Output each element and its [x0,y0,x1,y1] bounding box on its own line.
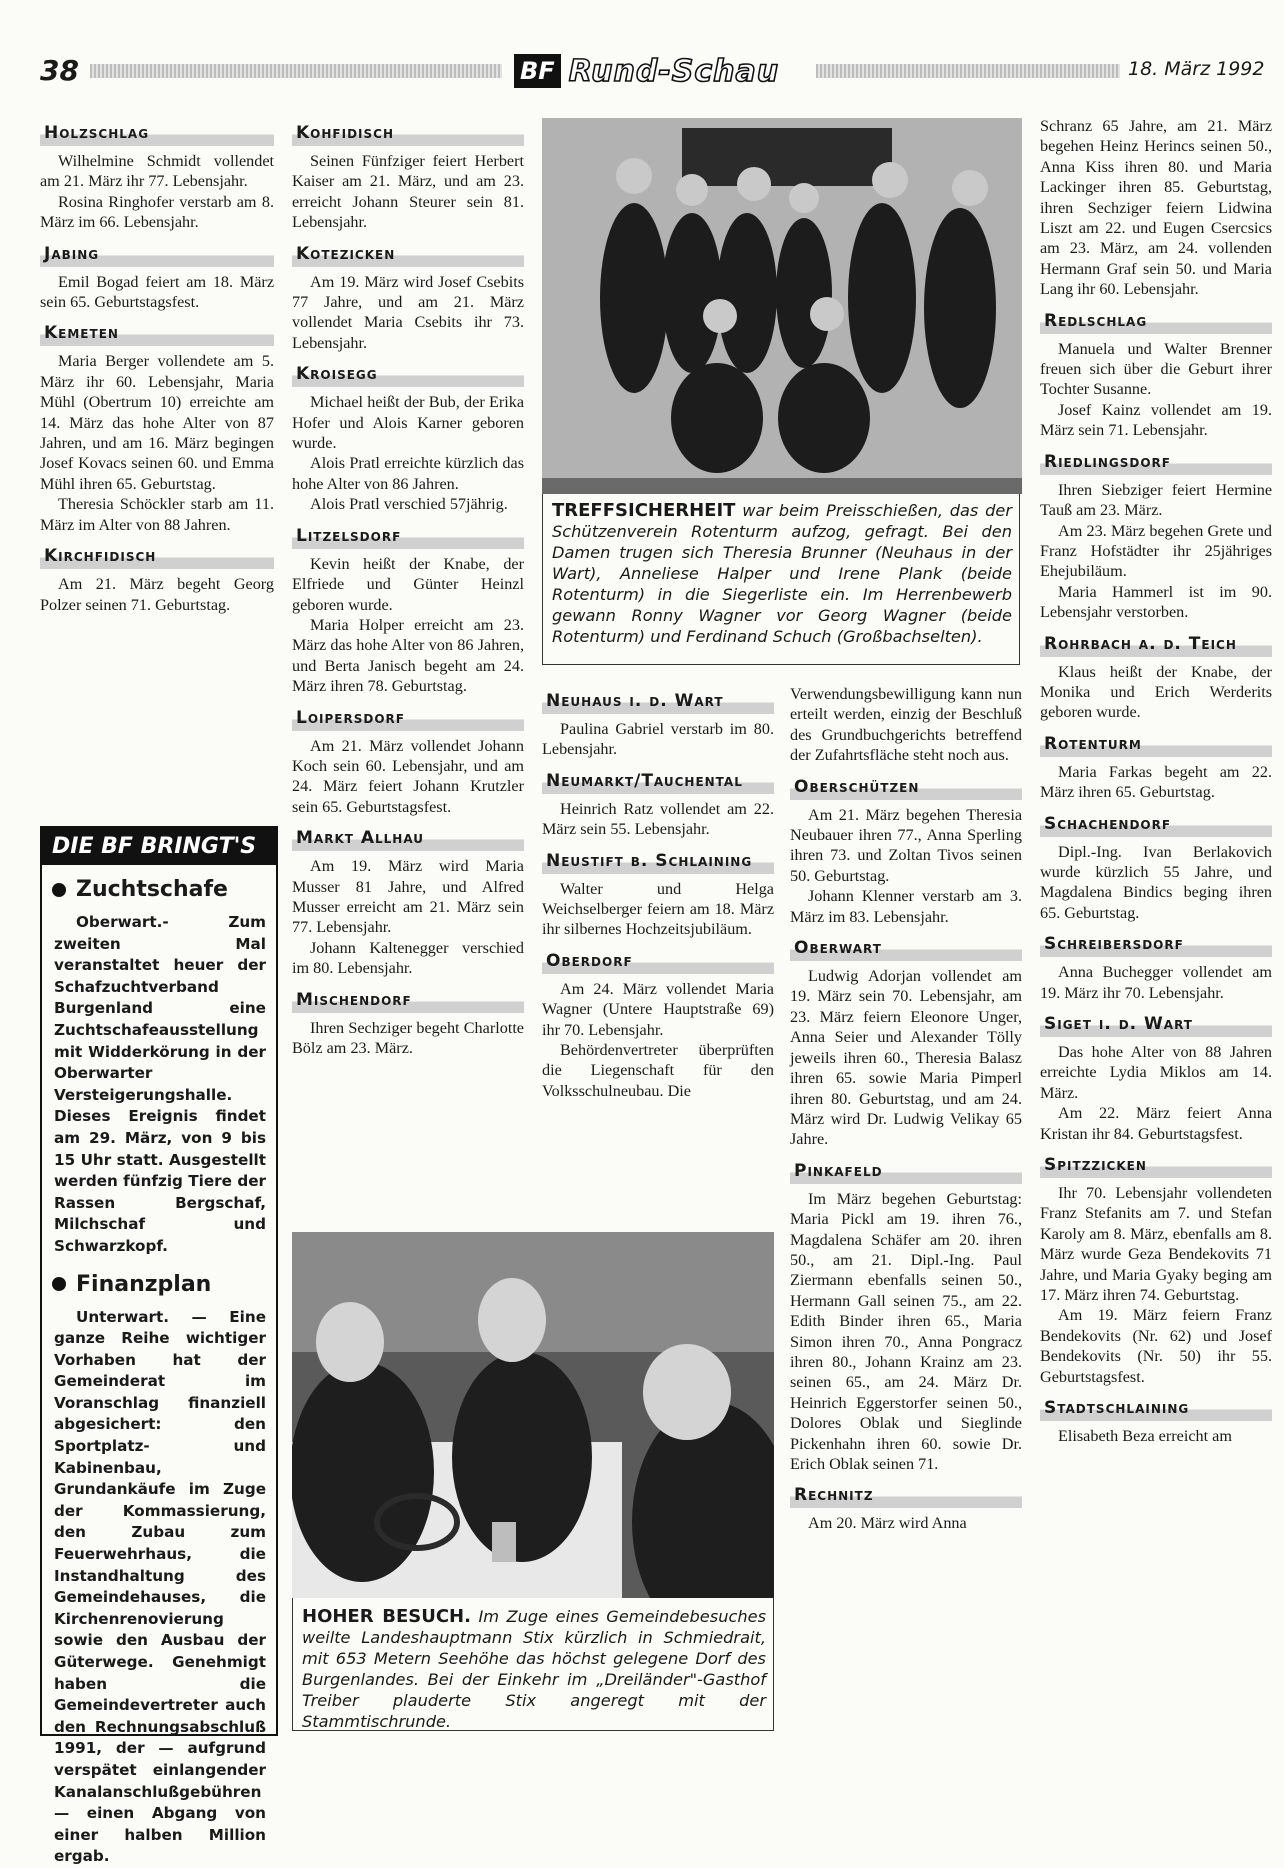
paragraph: Das hohe Alter von 88 Jahren erreichte Lydia Miklos am 14. März. [1040,1043,1272,1102]
paragraph: Alois Pratl verschied 57jährig. [310,495,508,514]
paragraph: Am 21. März vollendet Johann Koch sein 60. Lebensjahr, und am 24. März feiert Johann Krutzler sein 65. Geburtstagsfest. [292,736,524,816]
village-heading: Oberdorf [542,948,774,974]
village-heading: Rotenturm [1040,731,1272,757]
village-heading: Neustift b. Schlaining [542,848,774,874]
village-section [1040,116,1272,300]
village-section [1040,731,1272,803]
logo-bf: BF [514,54,561,88]
bullet-icon [52,1277,66,1291]
logo-title: Rund-Schau [568,53,780,89]
caption-lead: HOHER BESUCH. [302,1606,471,1627]
village-section [542,848,774,940]
village-heading: Oberschützen [790,774,1022,800]
paragraph-continued: Schranz 65 Jahre, am 21. März begehen Heinz Herincs seinen 50., Anna Kiss ihren 80. und Maria Lackinger ihren 85. Geburtstag, ihren Sechziger feiern Lidwina Liszt am 22. und Eugen Csercsics am 23. März, am 24. vollenden Hermann Graf sein 50. und Maria Lang ihr 60. Lebensjahr. [1040,117,1272,299]
village-section [292,120,524,233]
paragraph-continued: Verwendungsbewilligung kann nun erteilt werden, einzig der Beschluß des Grundbuchgerichts betreffend der Zufahrtsfläche steht noch aus. [790,685,1022,765]
village-section [790,774,1022,927]
village-heading: Markt Allhau [292,825,524,851]
village-section [790,684,1022,766]
paragraph: Am 19. März feiern Franz Bendekovits (Nr. 62) und Josef Bendekovits (Nr. 50) ihr 55. Geburtstagsfest. [1040,1306,1272,1386]
paragraph: Maria Farkas begeht am 22. März ihren 65. Geburtstag. [1040,762,1272,802]
village-section [40,120,274,233]
caption-lead: TREFFSICHERHEIT [552,500,736,521]
village-section [1040,308,1272,441]
village-heading: Jabing [40,241,274,267]
village-heading: Kohfidisch [292,120,524,146]
bf-bringts-box [40,826,278,1866]
paragraph: Maria Berger vollendete am 5. März ihr 60. Lebensjahr, Maria Mühl (Obertrum 10) erreichte am 14. März das hohe Alter von 87 Jahren, und am 16. März begingen Josef Kovacs seinen 60. und Emma Mühl ihren 65. Geburtstag. [40,352,274,493]
village-section [542,948,774,1101]
village-section [1040,1152,1272,1387]
village-heading: Redlschlag [1040,308,1272,334]
photo-shooting-club [542,118,1022,494]
photo-caption-shooting-club [552,500,1012,647]
village-heading: Riedlingsdorf [1040,449,1272,475]
masthead-logo [514,52,814,90]
village-section [542,688,774,760]
paragraph: Walter und Helga Weichselberger feiern am 18. März ihr silbernes Hochzeitsjubiläum. [542,879,774,939]
paragraph: Klaus heißt der Knabe, der Monika und Erich Werderits geboren wurde. [1040,662,1272,722]
paragraph: Kevin heißt der Knabe, der Elfriede und Günter Heinzl geboren wurde. [292,554,524,614]
paragraph: Johann Kaltenegger verschied im 80. Lebensjahr. [292,938,524,978]
village-heading: Rohrbach a. d. Teich [1040,631,1272,657]
village-section [40,543,274,615]
paragraph: Maria Hammerl ist im 90. Lebensjahr verstorben. [1040,582,1272,622]
page-number: 38 [40,54,79,87]
bringt-item-title: Zuchtschafe [52,877,276,902]
paragraph: Dipl.-Ing. Ivan Berlakovich wurde kürzlich 55 Jahre, und Magdalena Bindics beging ihren 65. Geburtstag. [1040,842,1272,922]
photo-visit [292,1232,774,1598]
village-section [1040,1395,1272,1446]
village-section [292,825,524,978]
bringt-item-text: Oberwart.- Zum zweiten Mal veranstaltet heuer der Schafzuchtverband Burgenland eine Zuchtschafeausstellung mit Widderkörung in der Oberwarter Versteigerungshalle. Dieses Ereignis findet am 29. März, von 9 bis 15 Uhr statt. Ausgestellt werden fünfzig Tiere der Rassen Bergschaf, Milchschaf und Schwarzkopf. [54,913,266,1255]
village-section [292,987,524,1059]
village-heading: Spitzzicken [1040,1152,1272,1178]
paragraph: Seinen Fünfziger feiert Herbert Kaiser am 21. März, und am 23. erreicht Johann Steurer sein 81. Lebensjahr. [292,152,524,232]
paragraph: Am 23. März begehen Grete und Franz Hofstädter ihr 25jähriges Ehejubiläum. [1040,521,1272,581]
village-heading: Rechnitz [790,1482,1022,1508]
paragraph: Heinrich Ratz vollendet am 22. März sein 55. Lebensjahr. [542,799,774,839]
village-heading: Schachendorf [1040,811,1272,837]
paragraph: Am 24. März vollendet Maria Wagner (Untere Hauptstraße 69) ihr 70. Lebensjahr. [542,979,774,1039]
bringt-item-title: Finanzplan [52,1272,276,1297]
village-heading: Loipersdorf [292,705,524,731]
paragraph: Theresia Schöckler starb am 11. März im Alter von 88 Jahren. [40,495,274,534]
caption-text: Im Zuge eines Gemeindebesuches weilte Landeshauptmann Stix kürzlich in Schmiedrait, mit 653 Metern Seehöhe das höchst gelegene Dorf des Burgenlandes. Bei der Einkehr im „Dreiländer"-Gasthof Treiber plauderte Stix angeregt mit der Stammtischrunde. [302,1607,767,1731]
village-section [1040,631,1272,723]
village-section [790,1482,1022,1533]
village-heading: Neuhaus i. d. Wart [542,688,774,714]
bringt-item-text: Unterwart. — Eine ganze Reihe wichtiger Vorhaben hat der Gemeinderat im Voranschlag finanziell abgesichert: den Sportplatz- und Kabinenbau, Grundankäufe im Zuge der Kommassierung, den Zubau zum Feuerwehrhaus, die Instandhaltung des Gemeindehauses, die Kirchenrenovierung sowie den Ausbau der Güterwege. Genehmigt haben die Gemeindevertreter auch den Rechnungsabschluß 1991, der — aufgrund verspätet einlangender Kanalanschlußgebühren — einen Abgang von einer halben Million ergab. [54,1307,266,1866]
paragraph: Am 19. März wird Maria Musser 81 Jahre, und Alfred Musser erreicht am 21. März sein 77. Lebensjahr. [292,857,524,937]
paragraph: Ludwig Adorjan vollendet am 19. März sein 70. Lebensjahr, am 23. März feiern Eleonore Unger, Anna Seier und Alexander Tölly jeweils ihren 60., Theresia Balasz ihren 65. sowie Maria Pimperl ihren 80. Geburtstag, und am 24. März wird Dr. Ludwig Velikay 65 Jahre. [790,967,1022,1149]
column-4 [790,684,1022,1542]
village-heading: Litzelsdorf [292,523,524,549]
village-section [292,705,524,818]
issue-date: 18. März 1992 [1128,58,1265,80]
village-section [292,361,524,514]
paragraph: Anna Buchegger vollendet am 19. März ihr 70. Lebensjahr. [1040,963,1272,1002]
village-section [40,241,274,313]
paragraph: Am 21. März begeht Georg Polzer seinen 71. Geburtstag. [40,575,274,614]
header-rule-right [816,64,1120,78]
village-heading: Pinkafeld [790,1158,1022,1184]
village-section [1040,931,1272,1003]
village-section [542,768,774,840]
caption-text: war beim Preisschießen, das der Schützenverein Rotenturm aufzog, gefragt. Bei den Damen trugen sich Theresia Brunner (Neuhaus in der Wart), Anneliese Halper und Irene Plank (beide Rotenturm) in die Siegerliste ein. Im Herrenbewerb gewann Ronny Wagner vor Georg Wagner (beide Rotenturm) und Ferdinand Schuch (Großbachselten). [552,501,1012,646]
paragraph: Ihren Siebziger feiert Hermine Tauß am 23. März. [1040,480,1272,520]
village-section [1040,1011,1272,1144]
village-section [790,1158,1022,1475]
village-heading: Siget i. d. Wart [1040,1011,1272,1037]
paragraph: Maria Holper erreicht am 23. März das hohe Alter von 86 Jahren, und Berta Janisch begeht am 24. März ihren 78. Geburtstag. [292,615,524,696]
paragraph: Ihren Sechziger begeht Charlotte Bölz am 23. März. [292,1018,524,1057]
village-heading: Oberwart [790,935,1022,961]
photo-shooting-club-image [542,118,1022,494]
paragraph: Michael heißt der Bub, der Erika Hofer und Alois Karner geboren wurde. [292,393,524,453]
paragraph: Rosina Ringhofer verstarb am 8. März im 66. Lebensjahr. [40,192,274,232]
photo-visit-image [292,1232,774,1598]
paragraph: Am 21. März begehen Theresia Neubauer ihren 77., Anna Sperling ihren 73. und Zoltan Tivos seinen 50. Geburtstag. [790,805,1022,885]
paragraph: Im März begehen Geburtstag: Maria Pickl am 19. ihren 76., Magdalena Schäfer am 20. ihren 50., am 21. Dipl.-Ing. Paul Ziermann ebenfalls seinen 50., Hermann Gall seinen 75., am 22. Edith Binder ihren 65., Maria Simon ihren 70., Anna Pongracz ihren 80., Johann Krainz am 23. seinen 65., am 24. März Dr. Heinrich Eggerstorfer seinen 50., Dolores Oblak und Sieglinde Pickenhahn ihren 60. sowie Dr. Erich Oblak seinen 71. [790,1189,1022,1473]
bf-bringts-title: DIE BF BRINGT'S [42,828,276,865]
bullet-icon [52,883,66,897]
column-2 [292,120,524,1066]
paragraph: Am 22. März feiert Anna Kristan ihr 84. Geburtstagsfest. [1040,1104,1272,1143]
village-section [40,320,274,535]
village-section [1040,449,1272,623]
village-heading: Kotezicken [292,241,524,267]
village-heading: Holzschlag [40,120,274,146]
paragraph: Manuela und Walter Brenner freuen sich über die Geburt ihrer Tochter Susanne. [1040,339,1272,399]
village-heading: Kroisegg [292,361,524,387]
village-heading: Stadtschlaining [1040,1395,1272,1421]
paragraph: Johann Klenner verstarb am 3. März im 83. Lebensjahr. [790,887,1022,926]
photo-caption-visit [302,1606,766,1732]
paragraph: Wilhelmine Schmidt vollendet am 21. März ihr 77. Lebensjahr. [40,152,274,191]
village-section [292,523,524,697]
village-heading: Mischendorf [292,987,524,1013]
village-heading: Neumarkt/Tauchental [542,768,774,794]
column-3 [542,688,774,1109]
paragraph: Emil Bogad feiert am 18. März sein 65. Geburtstagsfest. [40,272,274,312]
column-1 [40,120,274,623]
village-section [790,935,1022,1150]
paragraph: Elisabeth Beza erreicht am [1058,1427,1232,1446]
paragraph: Am 19. März wird Josef Csebits 77 Jahre, und am 21. März vollendet Maria Csebits ihr 73. Lebensjahr. [292,272,524,352]
village-section [1040,811,1272,924]
paragraph: Behördenvertreter überprüften die Liegenschaft für den Volksschulneubau. Die [542,1041,774,1100]
village-section [292,241,524,354]
column-5 [1040,116,1272,1455]
paragraph: Ihr 70. Lebensjahr vollendeten Franz Stefanits am 7. und Stefan Karoly am 8. März, ebenfalls am 8. März wurde Geza Bendekovits 71 Jahre, und Maria Gyaky beging am 17. März ihren 74. Geburtstag. [1040,1184,1272,1305]
paragraph: Am 20. März wird Anna [808,1514,967,1533]
village-heading: Kemeten [40,320,274,346]
paragraph: Paulina Gabriel verstarb im 80. Lebensjahr. [542,720,774,759]
paragraph: Alois Pratl erreichte kürzlich das hohe Alter von 86 Jahren. [292,454,524,493]
header-rule-left [90,64,502,78]
paragraph: Josef Kainz vollendet am 19. März sein 71. Lebensjahr. [1040,400,1272,440]
village-heading: Kirchfidisch [40,543,274,569]
village-heading: Schreibersdorf [1040,931,1272,957]
